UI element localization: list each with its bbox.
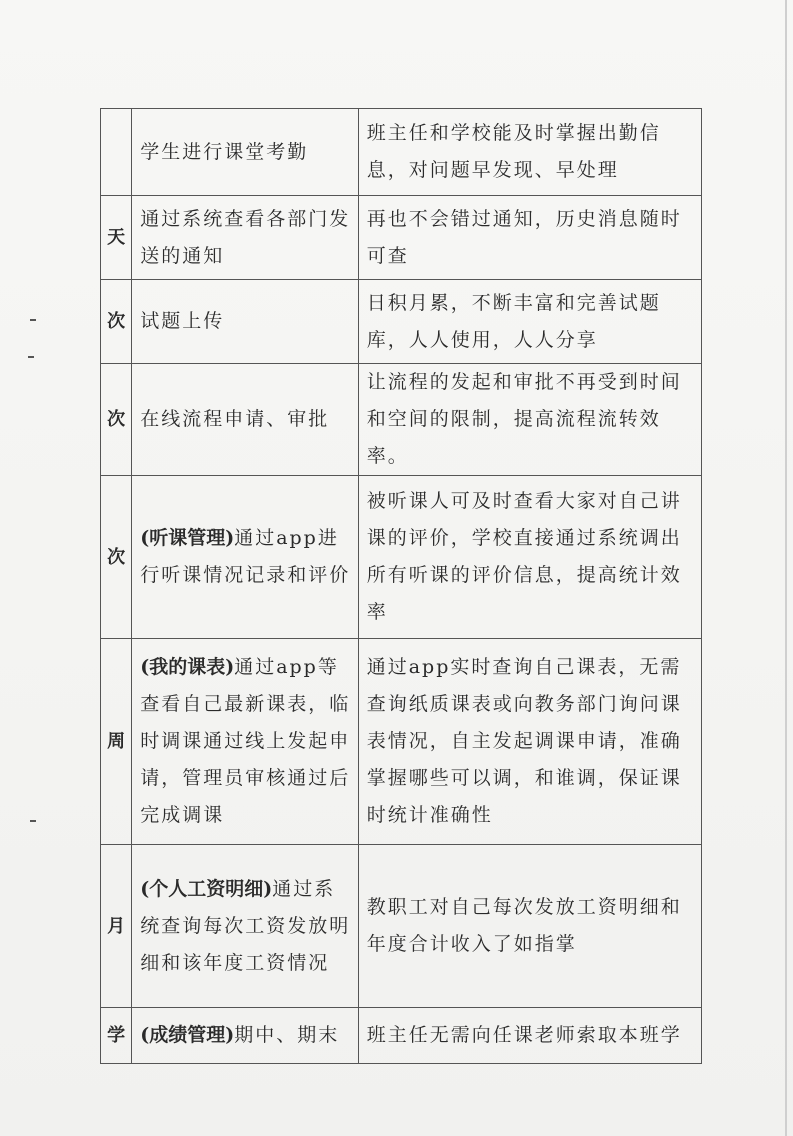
scan-speck [30, 319, 36, 321]
function-cell [132, 196, 359, 280]
table-row [101, 476, 702, 639]
function-text: 期中、期末 [234, 1024, 340, 1046]
scan-edge [785, 0, 787, 1136]
function-cell [132, 639, 359, 845]
function-cell [132, 109, 359, 196]
effect-cell: 通过app实时查询自己课表，无需查询纸质课表或向教务部门询问课表情况，自主发起调课申请，准确掌握哪些可以调，和谁调，保证课时统计准确性 [358, 639, 701, 845]
function-text: 通过app进行听课情况记录和评价 [140, 527, 351, 586]
effect-cell: 班主任无需向任课老师索取本班学 [358, 1008, 701, 1064]
table-row [101, 196, 702, 280]
table-row [101, 280, 702, 364]
function-text: 在线流程申请、审批 [140, 408, 330, 430]
effect-cell: 班主任和学校能及时掌握出勤信息，对问题早发现、早处理 [358, 109, 701, 196]
effect-cell: 让流程的发起和审批不再受到时间和空间的限制，提高流程流转效率。 [358, 364, 701, 476]
table-row [101, 109, 702, 196]
frequency-cell: 周 [101, 639, 132, 845]
effect-cell: 被听课人可及时查看大家对自己讲课的评价，学校直接通过系统调出所有听课的评价信息，提高统计效率 [358, 476, 701, 639]
frequency-cell: 学 [101, 1008, 132, 1064]
frequency-cell: 月 [101, 845, 132, 1008]
frequency-cell: 次 [101, 280, 132, 364]
frequency-cell [101, 109, 132, 196]
effect-cell: 再也不会错过通知，历史消息随时可查 [358, 196, 701, 280]
table-row [101, 1008, 702, 1064]
function-label: (成绩管理) [140, 1024, 235, 1046]
function-text: 通过app等查看自己最新课表，临时调课通过线上发起申请，管理员审核通过后完成调课 [140, 656, 351, 826]
effect-cell: 教职工对自己每次发放工资明细和年度合计收入了如指掌 [358, 845, 701, 1008]
function-cell [132, 1008, 359, 1064]
function-cell [132, 476, 359, 639]
function-text: 通过系统查看各部门发送的通知 [140, 207, 351, 267]
function-text: 学生进行课堂考勤 [140, 140, 309, 163]
effect-cell: 日积月累，不断丰富和完善试题库，人人使用，人人分享 [358, 280, 701, 364]
scan-speck [28, 356, 34, 358]
function-label: (我的课表) [140, 656, 235, 678]
function-text: 通过系统查询每次工资发放明细和该年度工资情况 [140, 877, 351, 974]
function-text: 试题上传 [140, 310, 225, 332]
function-effect-table [100, 108, 702, 1064]
frequency-cell: 天 [101, 196, 132, 280]
table-row [101, 639, 702, 845]
scan-speck [30, 820, 36, 822]
function-label: (个人工资明细) [140, 877, 273, 900]
frequency-cell: 次 [101, 364, 132, 476]
function-label: (听课管理) [140, 527, 235, 549]
frequency-cell: 次 [101, 476, 132, 639]
function-cell [132, 280, 359, 364]
function-cell [132, 364, 359, 476]
function-cell [132, 845, 359, 1008]
table-row [101, 364, 702, 476]
table-row [101, 845, 702, 1008]
